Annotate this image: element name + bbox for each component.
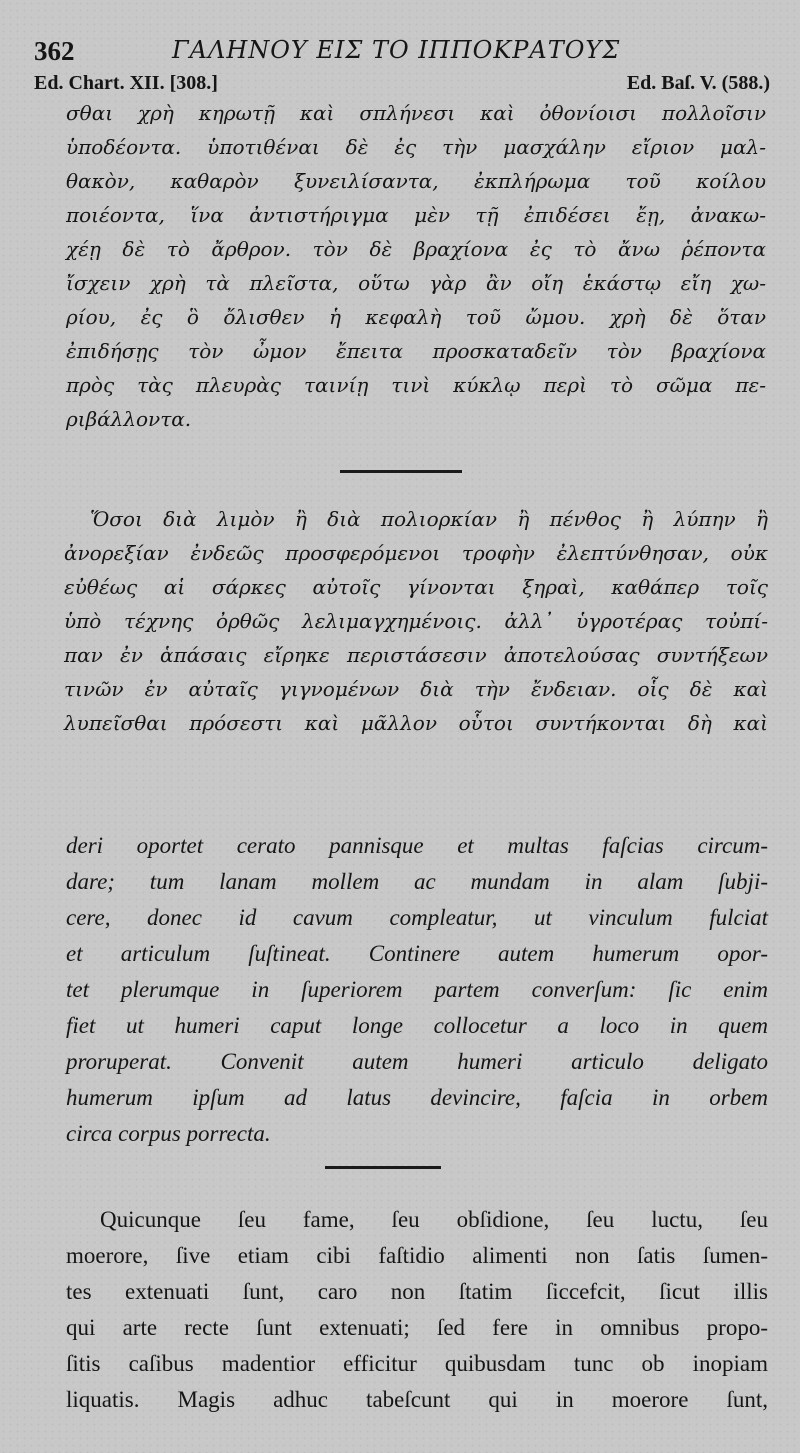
text-line: τινῶν ἐν αὐταῖς γιγνομένων διὰ τὴν ἔνδειαν. οἷς δὲ καὶ — [64, 677, 768, 701]
text-line: qui arte recte ſunt extenuati; ſed fere in omnibus propo- — [66, 1315, 768, 1340]
text-line: πρὸς τὰς πλευρὰς ταινίῃ τινὶ κύκλῳ περὶ τὸ σῶμα πε- — [66, 373, 766, 397]
text-line: ρίου, ἐς ὃ ὄλισθεν ἡ κεφαλὴ τοῦ ὤμου. χρὴ δὲ ὅταν — [66, 305, 766, 329]
text-line: ὑποδέοντα. ὑποτιθέναι δὲ ἐς τὴν μασχάλην εἴριον μαλ- — [66, 135, 766, 159]
text-line: humerum ipſum ad latus devincire, faſcia in orbem — [66, 1085, 768, 1110]
text-line: proruperat. Convenit autem humeri articulo deligato — [66, 1049, 768, 1074]
text-line: Ὅσοι διὰ λιμὸν ἢ διὰ πολιορκίαν ἢ πένθος ἢ λύπην ἢ — [90, 507, 768, 531]
text-line: ποιέοντα, ἵνα ἀντιστήριγμα μὲν τῇ ἐπιδέσει ἔῃ, ἀνακω- — [66, 203, 766, 227]
section-divider-rule — [340, 470, 462, 473]
text-line: ἀνορεξίαν ἐνδεῶς προσφερόμενοι τροφὴν ἐλεπτύνθησαν, οὐκ — [64, 541, 768, 565]
text-line: θακὸν, καθαρὸν ξυνειλίσαντα, ἐκπλήρωμα τοῦ κοίλου — [66, 169, 766, 193]
greek-text-block-2 — [64, 502, 768, 740]
text-line: εὐθέως αἱ σάρκες αὐτοῖς γίνονται ξηραὶ, καθάπερ τοῖς — [64, 575, 768, 599]
text-line: et articulum ſuſtineat. Continere autem humerum opor- — [66, 941, 768, 966]
latin-text-block-2 — [66, 1202, 768, 1418]
text-line: fiet ut humeri caput longe collocetur a loco in quem — [66, 1013, 768, 1038]
text-line: tes extenuati ſunt, caro non ſtatim ſiccefcit, ſicut illis — [66, 1279, 768, 1304]
text-line: χέῃ δὲ τὸ ἄρθρον. τὸν δὲ βραχίονα ἐς τὸ ἄνω ῥέποντα — [66, 237, 766, 261]
text-line: ἴσχειν χρὴ τὰ πλεῖστα, οὕτω γὰρ ἂν οἴη ἑκάστῳ εἴη χω- — [66, 271, 766, 295]
text-line: moerore, ſive etiam cibi faſtidio alimenti non ſatis ſumen- — [66, 1243, 768, 1268]
text-line: circa corpus porrecta. — [66, 1121, 271, 1146]
text-line: liquatis. Magis adhuc tabeſcunt qui in moerore ſunt, — [66, 1387, 768, 1412]
page-number: 362 — [34, 36, 75, 66]
text-line: deri oportet cerato pannisque et multas faſcias circum- — [66, 833, 768, 858]
edition-reference-chart: Ed. Chart. XII. [308.] — [34, 72, 218, 94]
text-line: Quicunque ſeu fame, ſeu obſidione, ſeu luctu, ſeu — [100, 1207, 768, 1232]
greek-text-block-1 — [66, 96, 766, 436]
text-line: ριβάλλοντα. — [66, 407, 192, 431]
page-header — [34, 28, 774, 68]
text-line: παν ἐν ἁπάσαις εἴρηκε περιστάσεσιν ἀποτελούσας συντήξεων — [64, 643, 768, 667]
section-divider-rule — [325, 1166, 441, 1169]
text-line: λυπεῖσθαι πρόσεστι καὶ μᾶλλον οὗτοι συντήκονται δὴ καὶ — [64, 711, 768, 735]
text-line: ſitis caſibus madentior efficitur quibusdam tunc ob inopiam — [66, 1351, 768, 1376]
latin-text-block-1 — [66, 828, 768, 1152]
text-line: ἐπιδήσῃς τὸν ὦμον ἔπειτα προσκαταδεῖν τὸν βραχίονα — [66, 339, 766, 363]
running-title: ΓΑΛΗΝΟΥ ΕΙΣ ΤΟ ΙΠΠΟΚΡΑΤΟΥΣ — [172, 36, 621, 64]
edition-reference-row — [34, 72, 770, 98]
text-line: tet plerumque in ſuperiorem partem converſum: ſic enim — [66, 977, 768, 1002]
text-line: ὑπὸ τέχνης ὀρθῶς λελιμαγχημένοις. ἀλλ᾽ ὑγροτέρας τοὐπί- — [64, 609, 768, 633]
text-line: cere, donec id cavum compleatur, ut vinculum fulciat — [66, 905, 768, 930]
edition-reference-basel: Ed. Baſ. V. (588.) — [626, 72, 770, 94]
text-line: σθαι χρὴ κηρωτῇ καὶ σπλήνεσι καὶ ὀθονίοισι πολλοῖσιν — [66, 101, 766, 125]
text-line: dare; tum lanam mollem ac mundam in alam ſubji- — [66, 869, 768, 894]
